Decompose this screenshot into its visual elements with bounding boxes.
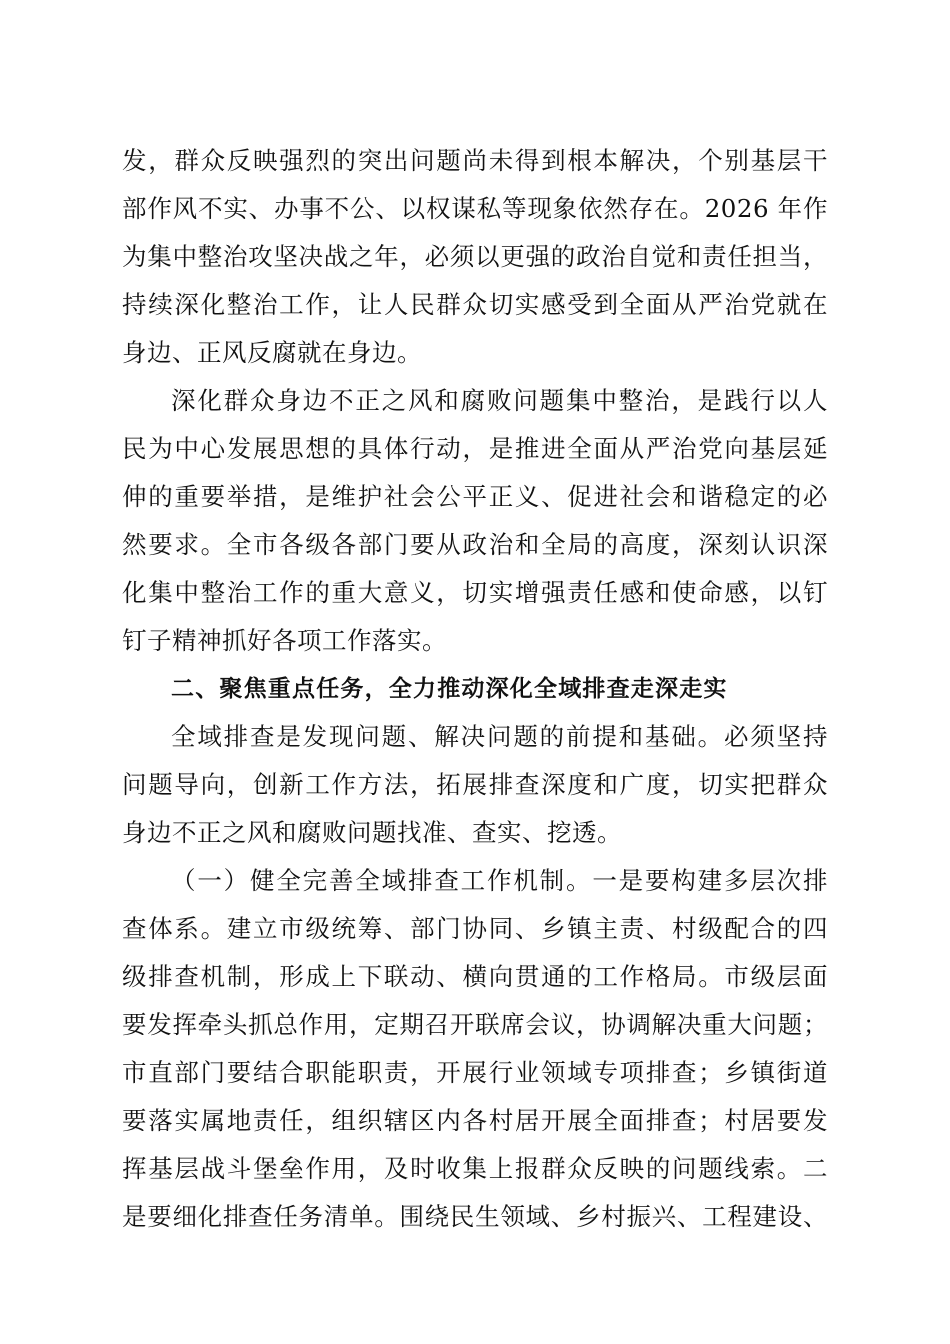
text-line: 市直部门要结合职能职责，开展行业领域专项排查；乡镇街道 [122,1058,828,1087]
text-line: 伸的重要举措，是维护社会公平正义、促进社会和谐稳定的必 [122,482,828,511]
section-heading: 二、聚焦重点任务，全力推动深化全域排查走深走实 [171,676,728,702]
text-line: 化集中整治工作的重大意义，切实增强责任感和使命感，以钉 [122,578,828,607]
text-line: 身边、正风反腐就在身边。 [122,338,422,367]
text-line: 部作风不实、办事不公、以权谋私等现象依然存在。2026 年作 [122,194,828,223]
text-line: 全域排查是发现问题、解决问题的前提和基础。必须坚持 [171,722,828,751]
text-line: 然要求。全市各级各部门要从政治和全局的高度，深刻认识深 [122,530,828,559]
text-line: 是要细化排查任务清单。围绕民生领域、乡村振兴、工程建设、 [122,1202,828,1231]
text-line: 要落实属地责任，组织辖区内各村居开展全面排查；村居要发 [122,1106,828,1135]
text-line: 要发挥牵头抓总作用，定期召开联席会议，协调解决重大问题； [122,1010,828,1039]
text-line: 民为中心发展思想的具体行动，是推进全面从严治党向基层延 [122,434,828,463]
text-line: 查体系。建立市级统筹、部门协同、乡镇主责、村级配合的四 [122,914,828,943]
text-line: 挥基层战斗堡垒作用，及时收集上报群众反映的问题线索。二 [122,1154,828,1183]
text-line: 级排查机制，形成上下联动、横向贯通的工作格局。市级层面 [122,962,828,991]
text-line: （一）健全完善全域排查工作机制。一是要构建多层次排 [171,866,828,895]
text-line: 深化群众身边不正之风和腐败问题集中整治，是践行以人 [171,386,828,415]
text-line: 问题导向，创新工作方法，拓展排查深度和广度，切实把群众 [122,770,828,799]
text-line: 为集中整治攻坚决战之年，必须以更强的政治自觉和责任担当， [122,242,828,271]
text-line: 发，群众反映强烈的突出问题尚未得到根本解决，个别基层干 [122,146,828,175]
text-line: 持续深化整治工作，让人民群众切实感受到全面从严治党就在 [122,290,828,319]
text-line: 钉子精神抓好各项工作落实。 [122,626,447,655]
text-line: 身边不正之风和腐败问题找准、查实、挖透。 [122,818,622,847]
